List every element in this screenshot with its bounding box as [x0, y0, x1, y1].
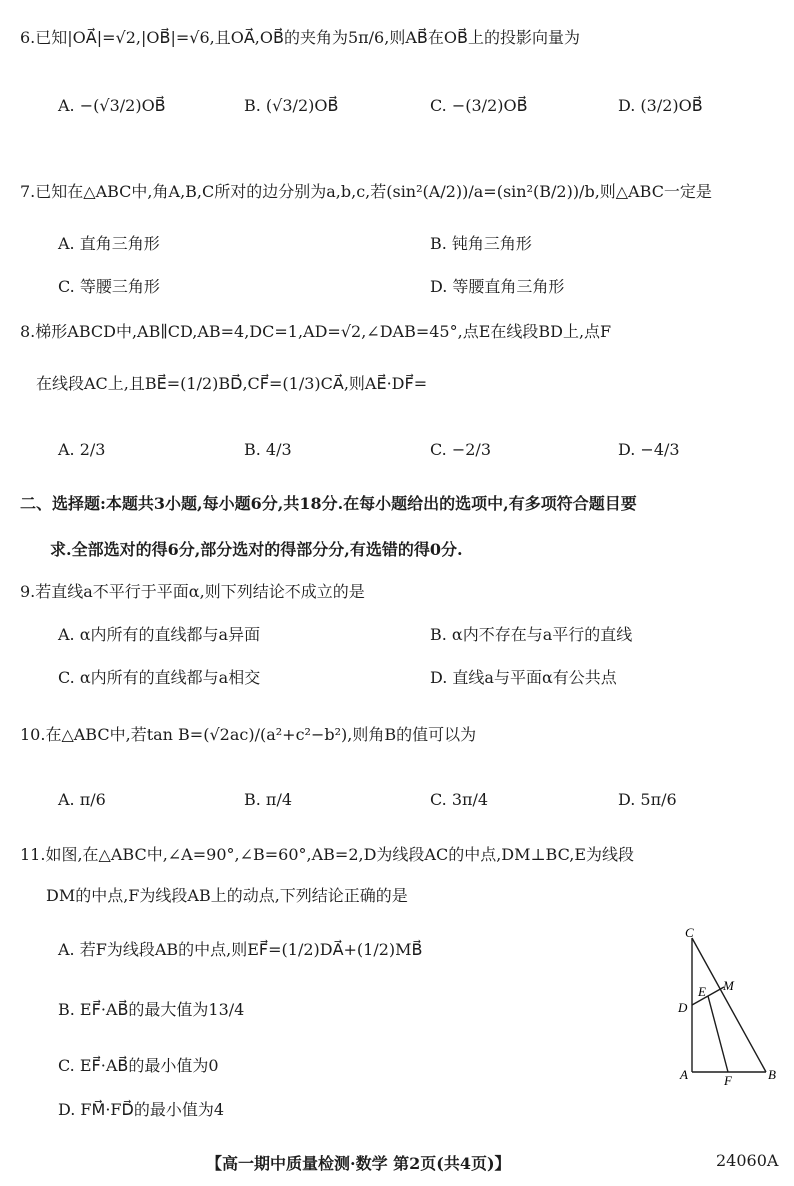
- question-8-option-c: C. −2/3: [430, 440, 491, 459]
- label-a: A: [680, 1067, 688, 1082]
- question-10-option-d: D. 5π/6: [618, 790, 677, 809]
- question-6-stem: 6.已知|OA⃗|=√2,|OB⃗|=√6,且OA⃗,OB⃗的夹角为5π/6,则AB⃗在OB⃗上的投影向量为: [20, 28, 580, 47]
- question-7-stem: 7.已知在△ABC中,角A,B,C所对的边分别为a,b,c,若(sin²(A/2))/a=(sin²(B/2))/b,则△ABC一定是: [20, 182, 712, 201]
- question-7-option-b: B. 钝角三角形: [430, 234, 532, 253]
- label-e: E: [698, 984, 706, 999]
- label-m: M: [723, 978, 734, 993]
- exam-code: 24060A: [716, 1151, 779, 1170]
- question-6-option-b: B. (√3/2)OB⃗: [244, 96, 339, 115]
- question-8-option-b: B. 4/3: [244, 440, 292, 459]
- question-10-option-c: C. 3π/4: [430, 790, 489, 809]
- question-8-option-d: D. −4/3: [618, 440, 680, 459]
- question-7-option-d: D. 等腰直角三角形: [430, 277, 565, 296]
- question-6-option-c: C. −(3/2)OB⃗: [430, 96, 528, 115]
- question-8-option-a: A. 2/3: [58, 440, 106, 459]
- question-11-stem-line1: 11.如图,在△ABC中,∠A=90°,∠B=60°,AB=2,D为线段AC的中点,DM⊥BC,E为线段: [20, 845, 635, 864]
- question-11-option-b: B. EF⃗·AB⃗的最大值为13/4: [58, 1000, 245, 1019]
- question-8-stem-line2: 在线段AC上,且BE⃗=(1/2)BD⃗,CF⃗=(1/3)CA⃗,则AE⃗·DF⃗=: [36, 374, 428, 393]
- question-11-stem-line2: DM的中点,F为线段AB上的动点,下列结论正确的是: [46, 886, 408, 905]
- page-footer: 【高一期中质量检测·数学 第2页(共4页)】: [206, 1154, 511, 1173]
- question-7-option-a: A. 直角三角形: [58, 234, 160, 253]
- section-2-heading-line2: 求.全部选对的得6分,部分选对的得部分分,有选错的得0分.: [50, 540, 463, 559]
- label-d: D: [678, 1000, 688, 1015]
- question-9-option-d: D. 直线a与平面α有公共点: [430, 668, 617, 687]
- question-9-option-a: A. α内所有的直线都与a异面: [58, 625, 261, 644]
- question-11-option-d: D. FM⃗·FD⃗的最小值为4: [58, 1100, 225, 1119]
- segment-ef: [708, 996, 728, 1072]
- section-2-heading-line1: 二、选择题:本题共3小题,每小题6分,共18分.在每小题给出的选项中,有多项符合题目要: [20, 494, 637, 513]
- question-11-option-c: C. EF⃗·AB⃗的最小值为0: [58, 1056, 219, 1075]
- question-9-option-c: C. α内所有的直线都与a相交: [58, 668, 261, 687]
- question-9-stem: 9.若直线a不平行于平面α,则下列结论不成立的是: [20, 582, 365, 601]
- question-11-option-a: A. 若F为线段AB的中点,则EF⃗=(1/2)DA⃗+(1/2)MB⃗: [58, 940, 423, 959]
- question-7-option-c: C. 等腰三角形: [58, 277, 160, 296]
- label-b: B: [768, 1067, 776, 1082]
- question-6-option-d: D. (3/2)OB⃗: [618, 96, 703, 115]
- question-9-option-b: B. α内不存在与a平行的直线: [430, 625, 633, 644]
- label-c: C: [685, 925, 694, 940]
- label-f: F: [724, 1073, 732, 1088]
- question-6-option-a: A. −(√3/2)OB⃗: [58, 96, 166, 115]
- question-10-option-b: B. π/4: [244, 790, 293, 809]
- question-10-stem: 10.在△ABC中,若tan B=(√2ac)/(a²+c²−b²),则角B的值可以为: [20, 725, 477, 744]
- question-10-option-a: A. π/6: [58, 790, 106, 809]
- segment-cb: [692, 938, 766, 1072]
- question-8-stem-line1: 8.梯形ABCD中,AB∥CD,AB=4,DC=1,AD=√2,∠DAB=45°,点E在线段BD上,点F: [20, 322, 612, 341]
- triangle-figure: [670, 922, 790, 1090]
